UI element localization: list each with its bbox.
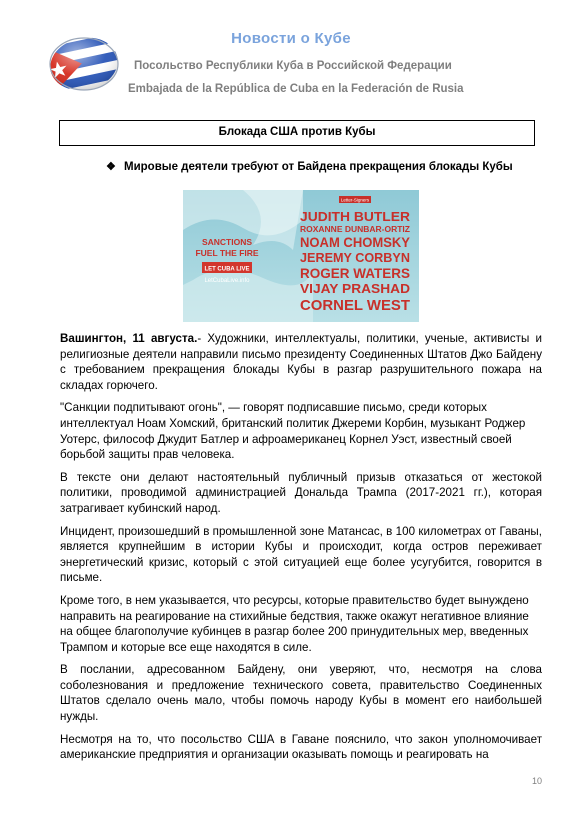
article-paragraph-1 bbox=[60, 331, 542, 393]
signer-name: CORNEL WEST bbox=[300, 297, 410, 314]
article-paragraph-3: В тексте они делают настоятельный публичный призыв отказаться от жестокой политики, проводимой администрацией Дональда Трампа (2017-2021 гг.), которая затрагивает кубинский народ. bbox=[60, 470, 542, 515]
signer-name: JUDITH BUTLER bbox=[300, 209, 411, 224]
banner-button-label: LET CUBA LIVE bbox=[204, 266, 250, 273]
page-header bbox=[0, 0, 582, 110]
banner-slogan-2: FUEL THE FIRE bbox=[195, 248, 259, 258]
embassy-name-russian: Посольство Республики Куба в Российской Федерации bbox=[134, 60, 452, 72]
article-paragraph-4: Инцидент, произошедший в промышленной зоне Матансас, в 100 километрах от Гаваны, является крупнейшим в истории Кубы и происходит, когда остров переживает энергетический кризис, который с этой ситуацией еще более усугубится, говорится в письме. bbox=[60, 524, 542, 585]
signer-names bbox=[300, 209, 411, 314]
banner-url: LetCubaLive.info bbox=[204, 278, 250, 284]
newsletter-title: Новости о Кубе bbox=[231, 30, 351, 47]
signer-name: VIJAY PRASHAD bbox=[300, 281, 410, 296]
article-paragraph-6: В послании, адресованном Байдену, они уверяют, что, несмотря на слова соболезнования и предложение технического совета, правительство Соединенных Штатов сделало очень мало, чтобы помочь народу Кубы в момент его наибольшей нужды. bbox=[60, 663, 542, 724]
let-cuba-live-banner-image bbox=[183, 190, 419, 322]
article-paragraph-5: Кроме того, в нем указывается, что ресурсы, которые правительство будет вынуждено направить на реагирование на стихийные бедствия, также окажут негативное влияние на общее благополучие кубинцев в разгар более 200 принудительных мер, введенных Трампом и которые все еще находятся в силе. bbox=[60, 593, 529, 654]
page-number: 10 bbox=[532, 776, 543, 786]
signer-name: ROGER WATERS bbox=[300, 265, 410, 281]
signer-name: NOAM CHOMSKY bbox=[300, 234, 411, 250]
signer-name: JEREMY CORBYN bbox=[300, 250, 410, 265]
article-heading bbox=[106, 160, 513, 173]
article-dateline: Вашингтон, 11 августа. bbox=[60, 332, 198, 345]
article-body bbox=[60, 331, 542, 770]
section-title-box: Блокада США против Кубы bbox=[59, 120, 535, 146]
diamond-bullet-icon: ❖ bbox=[106, 161, 116, 173]
embassy-name-spanish: Embajada de la República de Cuba en la Federación de Rusia bbox=[128, 83, 464, 95]
article-paragraph-7: Несмотря на то, что посольство США в Гаване пояснило, что закон уполномочивает американские предприятия и организации оказывать помощь и реагировать на bbox=[60, 732, 542, 762]
banner-slogan-1: SANCTIONS bbox=[201, 237, 253, 247]
article-paragraph-1-text: - Художники, интеллектуалы, политики, ученые, активисты и религиозные деятели направили письмо президенту Соединенных Штатов Джо Байдену с требованием прекращения блокады Кубы в разгар разрушительного пожара на складах горючего. bbox=[60, 332, 542, 392]
banner-tag: Letter-Signers bbox=[340, 197, 370, 203]
article-heading-text: Мировые деятели требуют от Байдена прекращения блокады Кубы bbox=[124, 161, 513, 173]
article-paragraph-2: "Санкции подпитывают огонь", — говорят подписавшие письмо, среди которых интеллектуал Ноам Хомский, британский политик Джереми Корбин, музыкант Роджер Уотерс, философ Джудит Батлер и афроамериканец Корнел Уэст, известный своей борьбой защиты прав человека. bbox=[60, 401, 526, 462]
signer-name: ROXANNE DUNBAR-ORTIZ bbox=[300, 225, 411, 234]
